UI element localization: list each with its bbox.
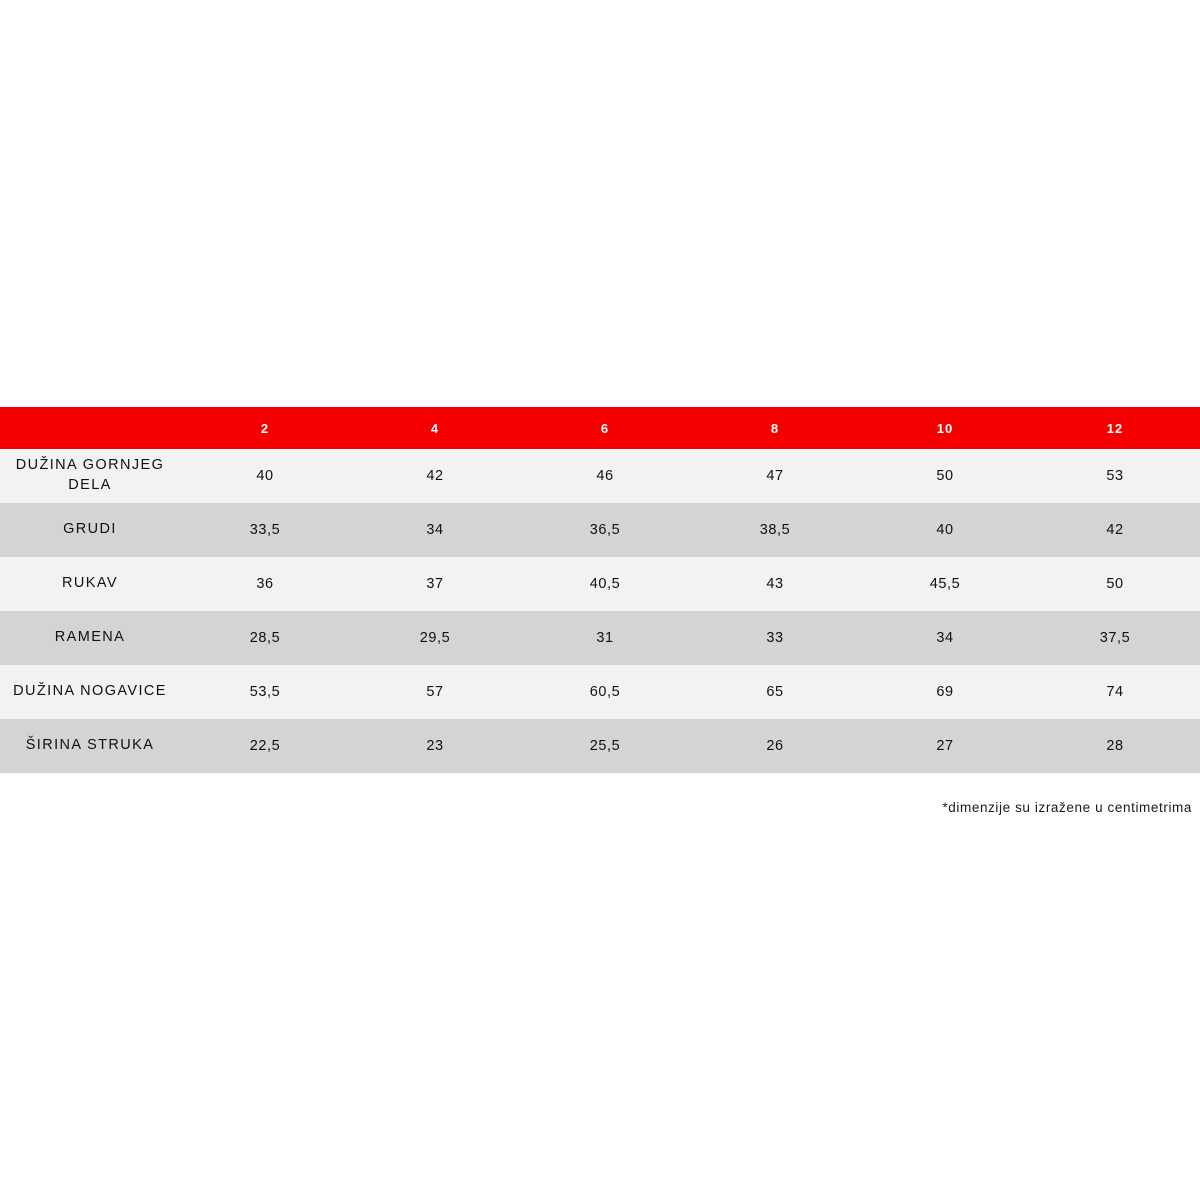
cell-duzina-gornjeg-dela-6: 46 [520, 449, 690, 503]
cell-duzina-nogavice-4: 57 [350, 665, 520, 719]
header-row [0, 407, 1200, 449]
cell-duzina-gornjeg-dela-4: 42 [350, 449, 520, 503]
cell-grudi-12: 42 [1030, 503, 1200, 557]
cell-sirina-struka-4: 23 [350, 719, 520, 773]
header-corner-cell [0, 407, 180, 449]
size-table-container [0, 407, 1200, 773]
cell-sirina-struka-10: 27 [860, 719, 1030, 773]
cell-rukav-4: 37 [350, 557, 520, 611]
cell-duzina-nogavice-6: 60,5 [520, 665, 690, 719]
cell-duzina-nogavice-12: 74 [1030, 665, 1200, 719]
cell-rukav-2: 36 [180, 557, 350, 611]
cell-grudi-10: 40 [860, 503, 1030, 557]
header-size-2: 2 [180, 407, 350, 449]
row-label-ramena: RAMENA [0, 611, 180, 665]
cell-grudi-8: 38,5 [690, 503, 860, 557]
cell-ramena-12: 37,5 [1030, 611, 1200, 665]
cell-rukav-12: 50 [1030, 557, 1200, 611]
cell-rukav-8: 43 [690, 557, 860, 611]
size-table-header [0, 407, 1200, 449]
cell-ramena-6: 31 [520, 611, 690, 665]
row-label-sirina-struka: ŠIRINA STRUKA [0, 719, 180, 773]
cell-duzina-nogavice-10: 69 [860, 665, 1030, 719]
cell-duzina-gornjeg-dela-10: 50 [860, 449, 1030, 503]
units-footnote: *dimenzije su izražene u centimetrima [942, 800, 1192, 815]
cell-duzina-gornjeg-dela-8: 47 [690, 449, 860, 503]
row-label-rukav: RUKAV [0, 557, 180, 611]
cell-sirina-struka-6: 25,5 [520, 719, 690, 773]
header-size-12: 12 [1030, 407, 1200, 449]
cell-grudi-4: 34 [350, 503, 520, 557]
size-table-body [0, 449, 1200, 773]
header-size-8: 8 [690, 407, 860, 449]
cell-duzina-nogavice-2: 53,5 [180, 665, 350, 719]
table-row [0, 611, 1200, 665]
size-table [0, 407, 1200, 773]
cell-duzina-gornjeg-dela-2: 40 [180, 449, 350, 503]
cell-sirina-struka-2: 22,5 [180, 719, 350, 773]
cell-sirina-struka-12: 28 [1030, 719, 1200, 773]
cell-ramena-10: 34 [860, 611, 1030, 665]
row-label-duzina-gornjeg-dela: DUŽINA GORNJEG DELA [0, 449, 180, 503]
table-row [0, 503, 1200, 557]
header-size-4: 4 [350, 407, 520, 449]
cell-ramena-2: 28,5 [180, 611, 350, 665]
cell-grudi-6: 36,5 [520, 503, 690, 557]
cell-duzina-gornjeg-dela-12: 53 [1030, 449, 1200, 503]
cell-duzina-nogavice-8: 65 [690, 665, 860, 719]
cell-rukav-10: 45,5 [860, 557, 1030, 611]
header-size-6: 6 [520, 407, 690, 449]
table-row [0, 449, 1200, 503]
cell-sirina-struka-8: 26 [690, 719, 860, 773]
row-label-grudi: GRUDI [0, 503, 180, 557]
cell-ramena-4: 29,5 [350, 611, 520, 665]
cell-rukav-6: 40,5 [520, 557, 690, 611]
cell-ramena-8: 33 [690, 611, 860, 665]
table-row [0, 665, 1200, 719]
table-row [0, 557, 1200, 611]
row-label-duzina-nogavice: DUŽINA NOGAVICE [0, 665, 180, 719]
header-size-10: 10 [860, 407, 1030, 449]
table-row [0, 719, 1200, 773]
cell-grudi-2: 33,5 [180, 503, 350, 557]
